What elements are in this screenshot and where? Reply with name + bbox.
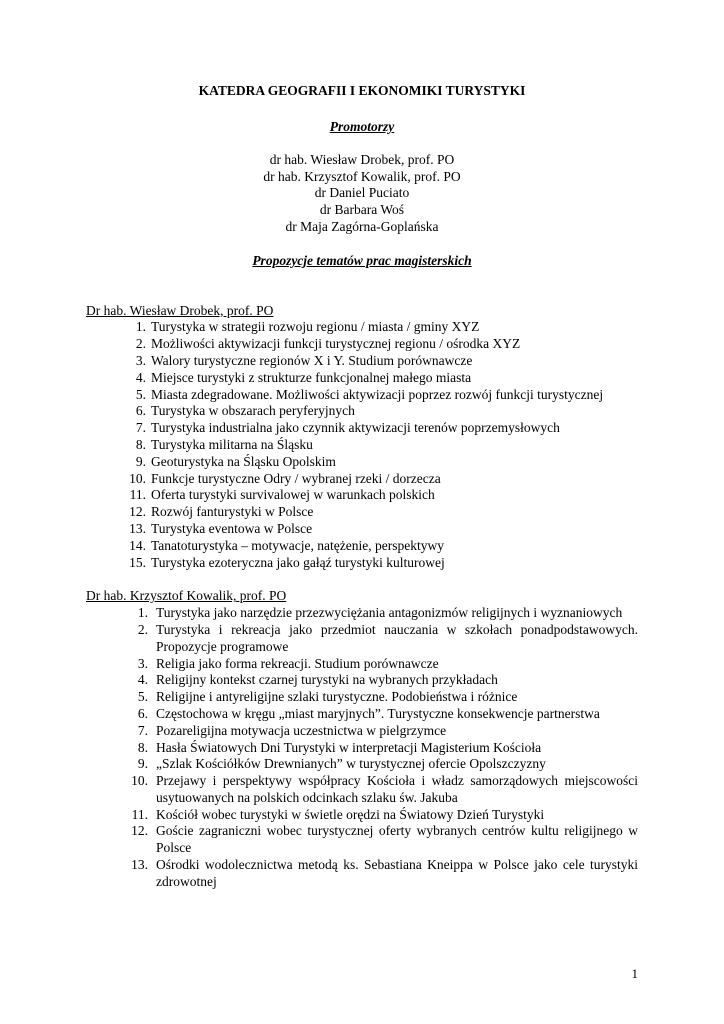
list-item (86, 622, 638, 656)
item-number: 2. (135, 336, 146, 352)
item-number: 15. (129, 554, 146, 570)
list-item (86, 656, 638, 673)
item-number: 10. (131, 773, 148, 789)
topic-list (86, 605, 638, 891)
item-text: Geoturystyka na Śląsku Opolskim (151, 453, 336, 469)
item-text: Ośrodki wodolecznictwa metodą ks. Sebastiana Kneippa w Polsce jako cele turystyki zdrowotnej (156, 857, 638, 889)
item-number: 10. (129, 470, 146, 486)
list-item (86, 672, 638, 689)
list-item (86, 454, 638, 471)
item-text: Turystyka jako narzędzie przezwyciężania antagonizmów religijnych i wyznaniowych (156, 605, 623, 621)
promotors-heading: Promotorzy (329, 119, 395, 134)
item-text: Tanatoturystyka – motywacje, natężenie, perspektywy (151, 537, 444, 553)
item-text: Miasta zdegradowane. Możliwości aktywizacji poprzez rozwój funkcji turystycznej (151, 386, 604, 402)
item-text: Funkcje turystyczne Odry / wybranej rzeki / dorzecza (151, 470, 441, 486)
item-text: Religijne i antyreligijne szlaki turystyczne. Podobieństwa i różnice (156, 689, 518, 705)
item-text: Turystyka industrialna jako czynnik aktywizacji terenów poprzemysłowych (151, 420, 560, 436)
list-item (86, 823, 638, 857)
list-item (86, 807, 638, 824)
item-number: 12. (129, 504, 146, 520)
supervisor-section-kowalik (86, 588, 638, 890)
list-item (86, 521, 638, 538)
item-number: 6. (135, 403, 146, 419)
item-text: Goście zagraniczni wobec turystycznej oferty wybranych centrów kultu religijnego w Polsce (156, 823, 638, 856)
promotor-name: dr hab. Wiesław Drobek, prof. PO (269, 151, 455, 167)
item-text: Turystyka militarna na Śląsku (151, 436, 313, 452)
item-number: 6. (137, 705, 148, 721)
item-text: Oferta turystyki survivalowej w warunkach polskich (151, 487, 435, 503)
item-text: Walory turystyczne regionów X i Y. Studium porównawcze (151, 352, 473, 368)
item-number: 5. (135, 386, 146, 402)
list-item (86, 857, 638, 891)
item-number: 8. (135, 436, 146, 452)
list-item (86, 353, 638, 370)
list-item (86, 319, 638, 336)
list-item (86, 605, 638, 622)
item-text: Turystyka w strategii rozwoju regionu / miasta / gminy XYZ (151, 319, 480, 335)
item-text: Możliwości aktywizacji funkcji turystycznej regionu / ośrodka XYZ (151, 336, 521, 352)
topics-heading: Propozycje tematów prac magisterskich (252, 252, 472, 268)
item-text: Religia jako forma rekreacji. Studium porównawcze (156, 655, 439, 671)
item-number: 4. (137, 672, 148, 688)
item-number: 1. (135, 319, 146, 335)
list-item (86, 504, 638, 521)
item-text: Rozwój fanturystyki w Polsce (151, 504, 314, 520)
item-number: 7. (137, 722, 148, 738)
item-text: Pozareligijna motywacja uczestnictwa w pielgrzymce (156, 722, 447, 738)
list-item (86, 403, 638, 420)
supervisor-heading: Dr hab. Wiesław Drobek, prof. PO (86, 302, 274, 318)
item-number: 11. (131, 806, 148, 822)
item-number: 13. (129, 520, 146, 536)
list-item (86, 773, 638, 807)
promotors-list (86, 152, 638, 236)
list-item (86, 387, 638, 404)
supervisor-section-drobek (86, 303, 638, 572)
item-number: 7. (135, 420, 146, 436)
item-number: 13. (131, 857, 148, 873)
promotor-name: dr Maja Zagórna-Goplańska (285, 218, 439, 234)
list-item (86, 420, 638, 437)
item-text: Przejawy i perspektywy współpracy Kościoła i władz samorządowych miejscowości usytuowanych na polskich odcinkach szlaku św. Jakuba (156, 773, 638, 805)
list-item (86, 689, 638, 706)
item-number: 8. (137, 739, 148, 755)
item-text: „Szlak Kościółków Drewnianych” w turystycznej ofercie Opolszczyzny (156, 756, 546, 772)
item-number: 1. (137, 605, 148, 621)
item-number: 14. (129, 537, 146, 553)
list-item (86, 723, 638, 740)
item-number: 2. (137, 621, 148, 637)
item-number: 5. (137, 689, 148, 705)
supervisor-heading: Dr hab. Krzysztof Kowalik, prof. PO (86, 588, 287, 604)
promotor-name: dr hab. Krzysztof Kowalik, prof. PO (263, 168, 461, 184)
item-number: 9. (137, 756, 148, 772)
item-text: Turystyka ezoteryczna jako gałąź turystyki kulturowej (151, 554, 445, 570)
list-item (86, 538, 638, 555)
item-number: 3. (135, 352, 146, 368)
item-text: Miejsce turystyki z strukturze funkcjonalnej małego miasta (151, 369, 472, 385)
list-item (86, 756, 638, 773)
list-item (86, 471, 638, 488)
item-number: 4. (135, 369, 146, 385)
list-item (86, 740, 638, 757)
item-text: Kościół wobec turystyki w świetle orędzi na Światowy Dzień Turystyki (156, 806, 545, 822)
list-item (86, 370, 638, 387)
item-text: Turystyka eventowa w Polsce (151, 520, 313, 536)
item-number: 12. (131, 823, 148, 839)
item-text: Hasła Światowych Dni Turystyki w interpretacji Magisterium Kościoła (156, 739, 542, 755)
item-number: 9. (135, 453, 146, 469)
list-item (86, 336, 638, 353)
item-text: Turystyka w obszarach peryferyjnych (151, 403, 355, 419)
list-item (86, 437, 638, 454)
promotor-name: dr Barbara Woś (319, 202, 405, 218)
item-text: Częstochowa w kręgu „miast maryjnych”. Turystyczne konsekwencje partnerstwa (156, 705, 600, 721)
topic-list (86, 319, 638, 571)
page-number: 1 (631, 966, 638, 981)
item-number: 11. (129, 487, 146, 503)
item-text: Turystyka i rekreacja jako przedmiot nauczania w szkołach ponadpodstawowych. Propozycje programowe (156, 621, 638, 654)
list-item (86, 706, 638, 723)
item-text: Religijny kontekst czarnej turystyki na wybranych przykładach (156, 672, 498, 688)
promotor-name: dr Daniel Puciato (314, 185, 410, 201)
item-number: 3. (137, 655, 148, 671)
list-item (86, 555, 638, 572)
department-title: KATEDRA GEOGRAFII I EKONOMIKI TURYSTYKI (198, 83, 526, 98)
list-item (86, 487, 638, 504)
